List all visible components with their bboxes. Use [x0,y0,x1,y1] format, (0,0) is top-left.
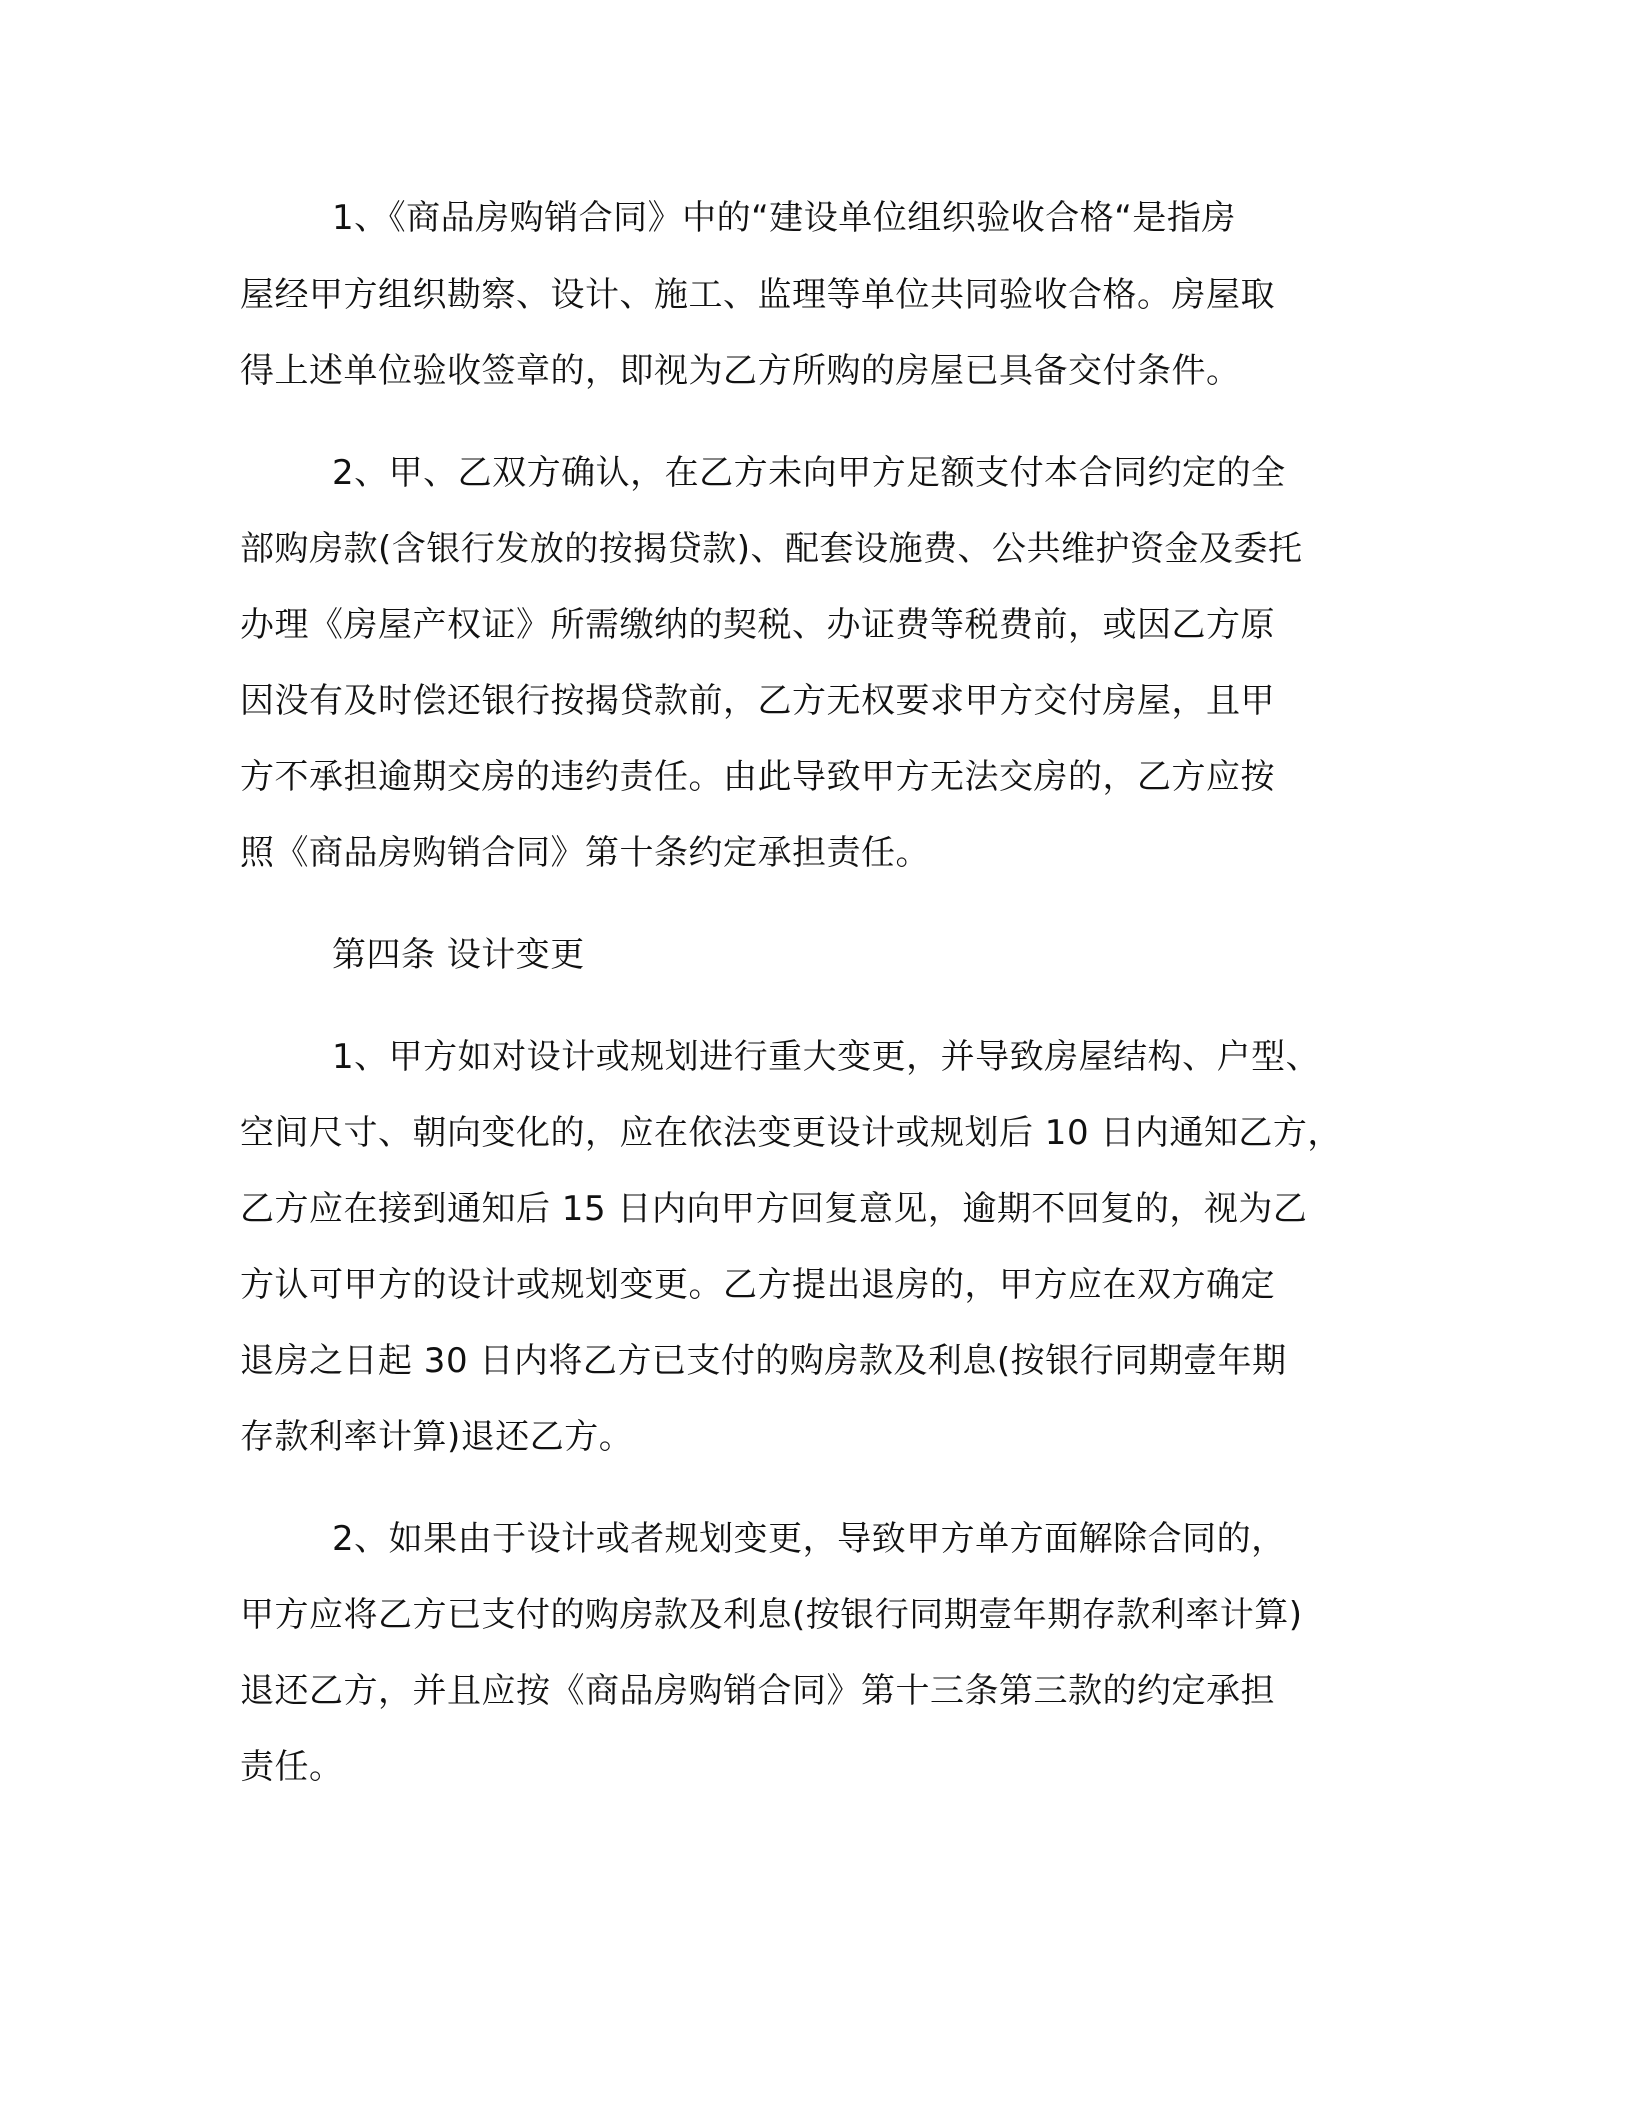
section-4-clause-1-line-4: 方认可甲方的设计或规划变更。乙方提出退房的，甲方应在双方确定 [240,1265,1275,1305]
clause-2-line-1: 2、甲、乙双方确认，在乙方未向甲方足额支付本合同约定的全 [332,453,1286,493]
clause-1-line-3: 得上述单位验收签章的，即视为乙方所购的房屋已具备交付条件。 [240,351,1241,391]
section-4-clause-1-line-3: 乙方应在接到通知后 15 日内向甲方回复意见，逾期不回复的，视为乙 [240,1189,1308,1229]
clause-2-line-5: 方不承担逾期交房的违约责任。由此导致甲方无法交房的，乙方应按 [240,757,1275,797]
section-heading: 第四条 设计变更 [332,935,585,975]
clause-1-line-2: 屋经甲方组织勘察、设计、施工、监理等单位共同验收合格。房屋取 [240,275,1275,315]
clause-2-line-2: 部购房款(含银行发放的按揭贷款)、配套设施费、公共维护资金及委托 [240,529,1303,569]
section-4-clause-1-line-6: 存款利率计算)退还乙方。 [240,1417,634,1457]
clause-2-line-3: 办理《房屋产权证》所需缴纳的契税、办证费等税费前，或因乙方原 [240,605,1275,645]
section-4-clause-1-line-1: 1、甲方如对设计或规划进行重大变更，并导致房屋结构、户型、 [332,1037,1321,1077]
section-4-clause-2-line-3: 退还乙方，并且应按《商品房购销合同》第十三条第三款的约定承担 [240,1671,1275,1711]
section-4-clause-1-line-5: 退房之日起 30 日内将乙方已支付的购房款及利息(按银行同期壹年期 [240,1341,1287,1381]
section-4-clause-2-line-4: 责任。 [240,1747,344,1787]
clause-2-line-4: 因没有及时偿还银行按揭贷款前，乙方无权要求甲方交付房屋，且甲 [240,681,1275,721]
clause-2-line-6: 照《商品房购销合同》第十条约定承担责任。 [240,833,930,873]
section-4-clause-2-line-1: 2、如果由于设计或者规划变更，导致甲方单方面解除合同的， [332,1519,1286,1559]
clause-1-line-1: 1、《商品房购销合同》中的“建设单位组织验收合格“是指房 [332,198,1236,238]
section-4-clause-1-line-2: 空间尺寸、朝向变化的，应在依法变更设计或规划后 10 日内通知乙方， [240,1113,1342,1153]
section-4-clause-2-line-2: 甲方应将乙方已支付的购房款及利息(按银行同期壹年期存款利率计算) [240,1595,1303,1635]
